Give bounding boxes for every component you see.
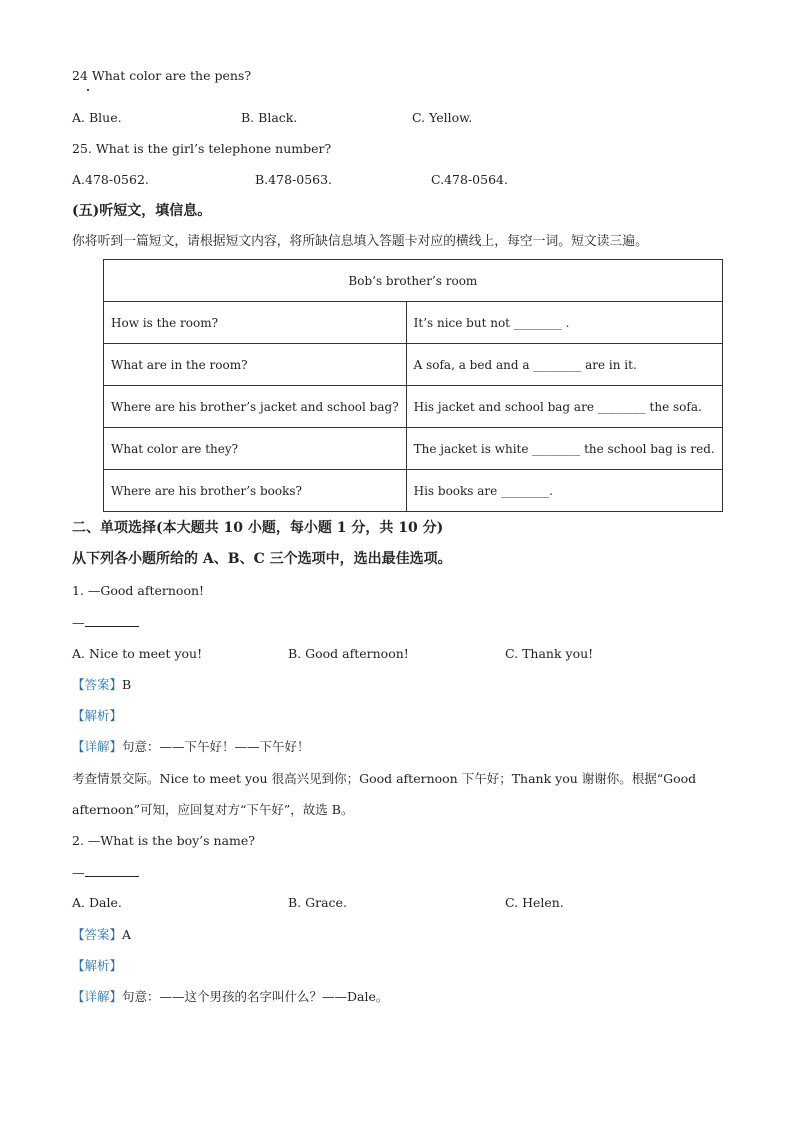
question-25: 25. What is the girl’s telephone number? — [72, 141, 332, 156]
answer-blank — [85, 614, 139, 627]
q1-reply-line — [72, 614, 139, 631]
table-question-cell: What are in the room? — [104, 344, 407, 386]
table-row — [104, 302, 723, 344]
q25-option-c: C.478-0564. — [431, 172, 508, 187]
q1-reply-dash: — — [72, 615, 85, 630]
q1-explanation-2: afternoon”可知，应回复对方“下午好”，故选 B。 — [72, 802, 354, 817]
q2-answer-line — [72, 927, 131, 943]
table-answer-cell: A sofa, a bed and a ________ are in it. — [406, 344, 722, 386]
q2-detail-line — [72, 989, 388, 1005]
q2-analysis-line — [72, 958, 122, 974]
table-answer-cell: His jacket and school bag are ________ the sofa. — [406, 386, 722, 428]
question-1: 1. —Good afternoon! — [72, 583, 205, 598]
section-5-title: (五)听短文，填信息。 — [72, 203, 212, 219]
q1-explanation-1: 考查情景交际。Nice to meet you 很高兴见到你；Good afternoon 下午好；Thank you 谢谢你。根据“Good — [72, 771, 697, 786]
q1-option-a: A. Nice to meet you! — [72, 646, 203, 661]
table-question-cell: Where are his brother’s jacket and school bag? — [104, 386, 407, 428]
q2-reply-dash: — — [72, 865, 85, 880]
q24-option-a: A. Blue. — [72, 110, 122, 125]
question-2: 2. —What is the boy’s name? — [72, 833, 255, 848]
detail-tag: 【详解】 — [72, 989, 123, 1004]
table-header: Bob’s brother’s room — [104, 260, 723, 302]
table-question-cell: Where are his brother’s books? — [104, 470, 407, 512]
table-question-cell: What color are they? — [104, 428, 407, 470]
q2-reply-line — [72, 864, 139, 881]
table-row — [104, 344, 723, 386]
section-2-title: 二、单项选择(本大题共 10 小题，每小题 1 分，共 10 分) — [72, 520, 444, 536]
analysis-tag: 【解析】 — [72, 708, 123, 723]
q25-option-a: A.478-0562. — [72, 172, 149, 187]
q1-detail-line — [72, 739, 310, 755]
answer-tag: 【答案】 — [72, 927, 123, 942]
answer-blank — [85, 864, 139, 877]
table-row — [104, 470, 723, 512]
section-2-instruction: 从下列各小题所给的 A、B、C 三个选项中，选出最佳选项。 — [72, 551, 452, 567]
table-row — [104, 386, 723, 428]
table-answer-cell: The jacket is white ________ the school bag is red. — [406, 428, 722, 470]
q25-option-b: B.478-0563. — [255, 172, 333, 187]
q1-analysis-line — [72, 708, 122, 724]
table-row — [104, 428, 723, 470]
q2-detail: 句意：——这个男孩的名字叫什么？——Dale。 — [122, 989, 389, 1004]
q1-answer: B — [122, 677, 132, 692]
detail-tag: 【详解】 — [72, 739, 123, 754]
q2-option-c: C. Helen. — [505, 895, 564, 910]
analysis-tag: 【解析】 — [72, 958, 123, 973]
question-24: 24 What color are the pens? — [72, 68, 252, 83]
answer-tag: 【答案】 — [72, 677, 123, 692]
table-header-row — [104, 260, 723, 302]
section-5-instruction: 你将听到一篇短文，请根据短文内容，将所缺信息填入答题卡对应的横线上，每空一词。短文读三遍。 — [72, 234, 648, 249]
q1-answer-line — [72, 677, 131, 693]
table-answer-cell: His books are ________. — [406, 470, 722, 512]
q24-option-b: B. Black. — [241, 110, 298, 125]
info-table — [103, 259, 723, 512]
q24-option-c: C. Yellow. — [412, 110, 473, 125]
table-question-cell: How is the room? — [104, 302, 407, 344]
q2-option-a: A. Dale. — [72, 895, 122, 910]
q1-option-c: C. Thank you! — [505, 646, 594, 661]
stray-dot — [87, 89, 89, 91]
table-answer-cell: It’s nice but not ________ . — [406, 302, 722, 344]
q2-answer: A — [122, 927, 132, 942]
q2-option-b: B. Grace. — [288, 895, 347, 910]
q1-option-b: B. Good afternoon! — [288, 646, 409, 661]
q1-detail: 句意：——下午好！——下午好！ — [122, 739, 310, 754]
